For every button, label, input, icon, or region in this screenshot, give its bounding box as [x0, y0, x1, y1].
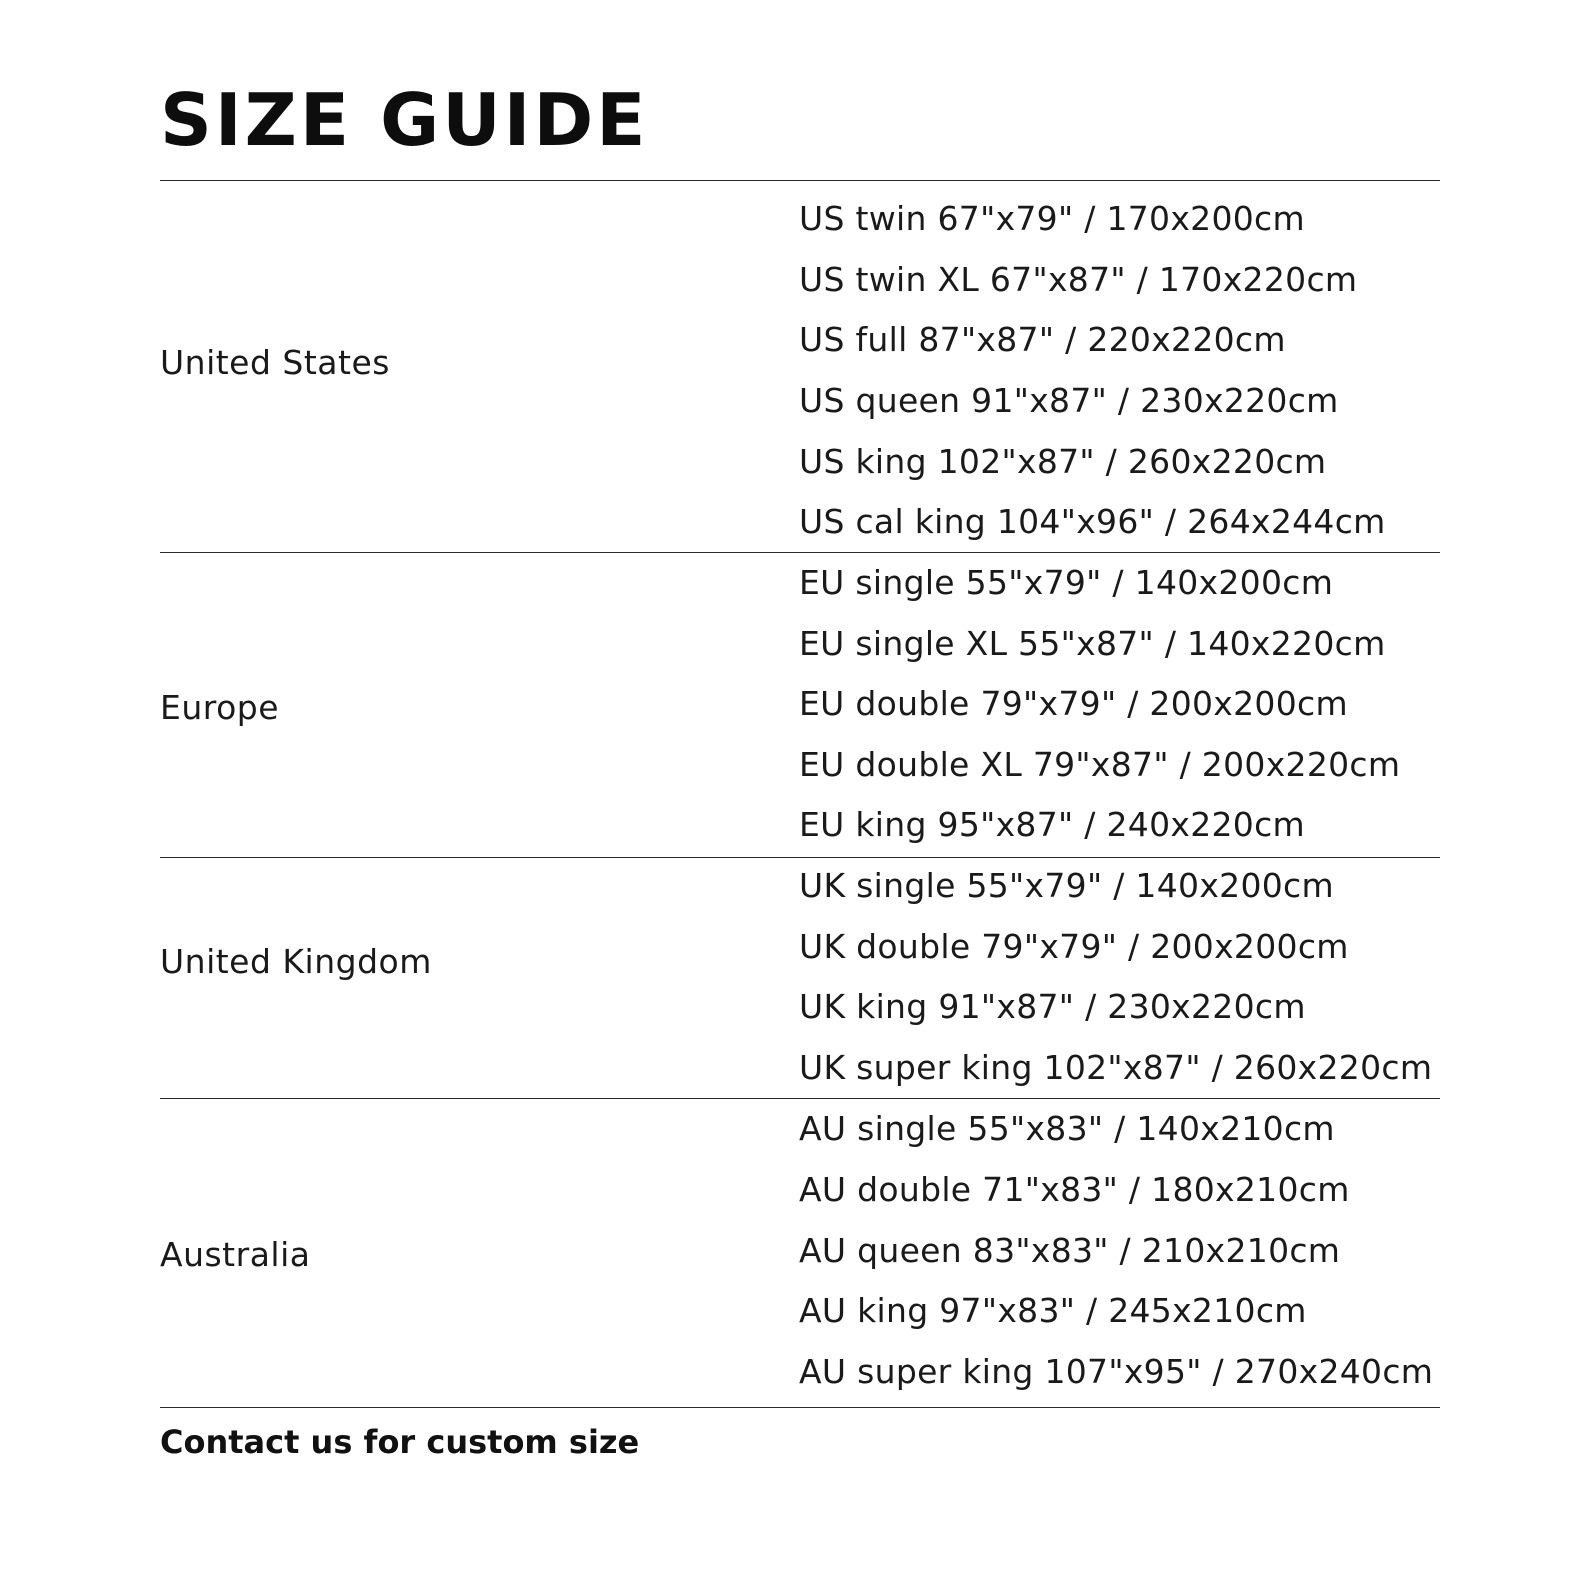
size-item: US twin XL 67"x87" / 170x220cm	[799, 260, 1358, 299]
size-item: AU single 55"x83" / 140x210cm	[799, 1109, 1335, 1148]
region-label-united-states: United States	[160, 343, 390, 382]
size-item: EU double 79"x79" / 200x200cm	[799, 684, 1348, 723]
region-label-australia: Australia	[160, 1235, 311, 1274]
size-item: AU king 97"x83" / 245x210cm	[799, 1291, 1307, 1330]
size-item: US cal king 104"x96" / 264x244cm	[799, 502, 1386, 541]
size-item: AU double 71"x83" / 180x210cm	[799, 1170, 1350, 1209]
size-item: US king 102"x87" / 260x220cm	[799, 442, 1327, 481]
divider	[160, 857, 1440, 858]
size-item: AU super king 107"x95" / 270x240cm	[799, 1352, 1434, 1391]
divider	[160, 1407, 1440, 1408]
region-label-europe: Europe	[160, 688, 280, 727]
region-label-united-kingdom: United Kingdom	[160, 942, 432, 981]
size-item: US twin 67"x79" / 170x200cm	[799, 199, 1305, 238]
size-item: EU double XL 79"x87" / 200x220cm	[799, 745, 1401, 784]
divider	[160, 180, 1440, 181]
page-title: SIZE GUIDE	[160, 78, 649, 162]
size-item: UK super king 102"x87" / 260x220cm	[799, 1048, 1433, 1087]
size-item: UK double 79"x79" / 200x200cm	[799, 927, 1349, 966]
size-item: US full 87"x87" / 220x220cm	[799, 320, 1286, 359]
divider	[160, 1098, 1440, 1099]
size-item: EU king 95"x87" / 240x220cm	[799, 805, 1305, 844]
divider	[160, 552, 1440, 553]
size-item: EU single XL 55"x87" / 140x220cm	[799, 624, 1386, 663]
custom-size-note: Contact us for custom size	[160, 1423, 640, 1461]
size-item: US queen 91"x87" / 230x220cm	[799, 381, 1339, 420]
size-item: AU queen 83"x83" / 210x210cm	[799, 1231, 1341, 1270]
size-item: UK single 55"x79" / 140x200cm	[799, 866, 1334, 905]
size-item: EU single 55"x79" / 140x200cm	[799, 563, 1334, 602]
size-item: UK king 91"x87" / 230x220cm	[799, 987, 1306, 1026]
